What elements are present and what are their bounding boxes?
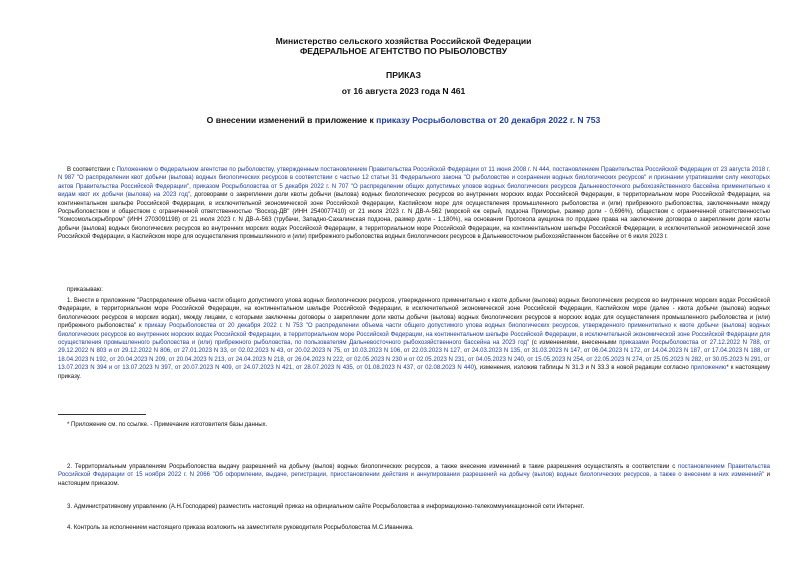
paragraph-item-4: 4. Контроль за исполнением настоящего приказа возложить на заместителя руководителя Росрыболовства М.С.Иванника.	[67, 525, 414, 531]
paragraph-item-3: 3. Административному управлению (А.Н.Господарев) разместить настоящий приказ на официальном сайте Росрыболовства в информационно-телекоммуникационной сети Интернет.	[67, 504, 585, 510]
doc-subject	[0, 115, 807, 126]
p2-link-order-753[interactable]: приказу Росрыболовства от 20 декабря 2022 г. N 753 "О распределении объема части общего допустимого улова водных биологических ресурсов, утвержденного применительно к квоте добычи (вылова) водных биологических ресурсов во внутренних морских водах Российской Федерации, в территориальном море Российской Федерации, на континентальном шельфе Российской Федерации, в исключительной экономической зоне Российской Федерации для осуществления промышленного рыболовства и (или) прибрежного рыболовства, по пользователям Дальневосточного рыбохозяйственного бассейна на 2023 год"	[58, 323, 770, 347]
doc-date-number: от 16 августа 2023 года N 461	[341, 86, 466, 96]
paragraph-item-2	[58, 463, 770, 488]
p1-link-regulation[interactable]: Положением о Федеральном агентстве по рыболовству, утвержденным постановлением Правительства Российской Федерации от 11 июня 2008 г. N 444, постановлением Правительства Российской Федерации от 23 августа 2018 г. N 987 "О распределении квот добычи (вылова) водных биологических ресурсов в соответствии с частью 12 статьи 31 Федерального закона "О рыболовстве и сохранении водных биологических ресурсов" и признании утратившими силу некоторых актов Правительства Российской Федерации", приказом Росрыболовства от 5 декабря 2022 г. N 707 "О распределении общих допустимых уловов водных биологических ресурсов Дальневосточного рыбохозяйственного бассейна применительно к видам квот их добычи (вылова) на 2023 год"	[58, 167, 771, 199]
p2-text-d: * к настоящему приказу.	[58, 365, 770, 380]
paragraph-item-1	[58, 297, 770, 381]
p3-text-b: и настоящим приказом.	[58, 472, 770, 487]
p2-link-amendments[interactable]: приказами Росрыболовства от 27.12.2022 N 788, от 29.12.2022 N 803 и от 29.12.2022 N 806, от 27.01.2023 N 33, от 02.02.2023 N 43, от 20.02.2023 N 75, от 10.03.2023 N 106, от 22.03.2023 N 127, от 24.03.2023 N 135, от 31.03.2023 N 147, от 06.04.2023 N 172, от 14.04.2023 N 187, от 17.04.2023 N 188, от 18.04.2023 N 192, от 20.04.2023 N 209, от 20.04.2023 N 213, от 24.04.2023 N 218, от 26.04.2023 N 222, от 02.05.2023 N 230 и от 02.05.2023 N 231, от 04.05.2023 N 240, от 15.05.2023 N 254, от 22.05.2023 N 274, от 25.05.2023 N 282, от 30.05.2023 N 291, от 13.07.2023 N 394 и от 13.07.2023 N 397, от 20.07.2023 N 409, от 24.07.2023 N 421, от 28.07.2023 N 435, от 01.08.2023 N 437, от 02.08.2023 N 440	[58, 340, 770, 372]
footnote-divider	[58, 414, 146, 415]
prikazyvayu: приказываю:	[67, 287, 103, 293]
p3-link-resolution-2066[interactable]: постановлением Правительства Российской Федерации от 15 ноября 2022 г. N 2066 "Об оформлении, выдаче, регистрации, приостановлении действия и аннулировании разрешений на добычу (вылов) водных биологических ресурсов, а также о внесении в них изменений"	[58, 464, 770, 479]
p2-text-b: (с изменениями, внесенными	[529, 340, 620, 347]
agency-title: ФЕДЕРАЛЬНОЕ АГЕНТСТВО ПО РЫБОЛОВСТВУ	[299, 46, 508, 56]
ministry-title: Министерство сельского хозяйства Российской Федерации	[275, 36, 532, 46]
footnote: * Приложение см. по ссылке. - Примечание изготовителя базы данных.	[67, 422, 268, 428]
p1-text-a: В соответствии с	[67, 167, 117, 173]
subject-link[interactable]: приказу Росрыболовства от 20 декабря 2022 г. N 753	[376, 115, 601, 125]
subject-prefix: О внесении изменений в приложение к	[206, 115, 377, 125]
p2-text-a: 1. Внести в приложение "Распределение объема части общего допустимого улова водных биологических ресурсов, утвержденного применительно к квоте добычи (вылова) водных биологических ресурсов во внутренних морских водах Российской Федерации, в территориальном море Российской Федерации, на континентальном шельфе Российской Федерации, в исключительной экономической зоне Российской Федерации, Каспийском море (далее - квота добычи (вылова) водных биологических ресурсов в морских водах), между лицами, с которыми заключены договоры о закреплении доли квоты добычи (вылова) водных биологических ресурсов в морских водах для осуществления промышленного рыболовства и (или) прибрежного рыболовства" к	[58, 298, 770, 330]
p3-text-a: 2. Территориальным управлениям Росрыболовства выдачу разрешений на добычу (вылов) водных биологических ресурсов, а также внесение изменений в такие разрешения осуществлять в соответствии с	[67, 464, 679, 470]
doc-type: ПРИКАЗ	[386, 70, 421, 80]
p1-text-b: , договорами о закреплении доли квоты добычи (вылова) водных биологических ресурсов во внутренних морских водах Российской Федерации, в территориальном море Российской Федерации, на континентальном шельфе Российской Федерации, в исключительной экономической зоне Российской Федерации, Каспийском море для осуществления промышленного рыболовства и (или) прибрежного рыболовства, заключенными между Росрыболовством и обществом с ограниченной ответственностью "Восход-ДВ" (ИНН 2540077410) от 21 июля 2023 г. N ДВ-А-562 (морской еж серый, подзона Приморье, размер доли - 0,696%), обществом с ограниченной ответственностью "Комсомольскрыбпром" (ИНН 2703091198) от 21 июля 2023 г. N ДВ-А-563 (трубачи, Западно-Сахалинская подзона, размер доли - 1,180%), на основании Протокола аукциона по продаже права на заключение договора о закреплении доли квоты добычи (вылова) водных биологических ресурсов во внутренних морских водах Российской Федерации, в территориальном море Российской Федерации, на континентальном шельфе Российской Федерации, в исключительной экономической зоне Российской Федерации, в Каспийском море для осуществления промышленного и (или) прибрежного рыболовства водных биологических ресурсов в Дальневосточном рыбохозяйственном бассейне от 6 июля 2023 г.	[58, 192, 770, 241]
p2-link-appendix[interactable]: приложению	[690, 365, 727, 372]
p2-text-c: ), изменения, изложив таблицы N 31.3 и N 33.3 в новой редакции согласно	[473, 365, 691, 372]
paragraph-preamble	[58, 166, 770, 242]
